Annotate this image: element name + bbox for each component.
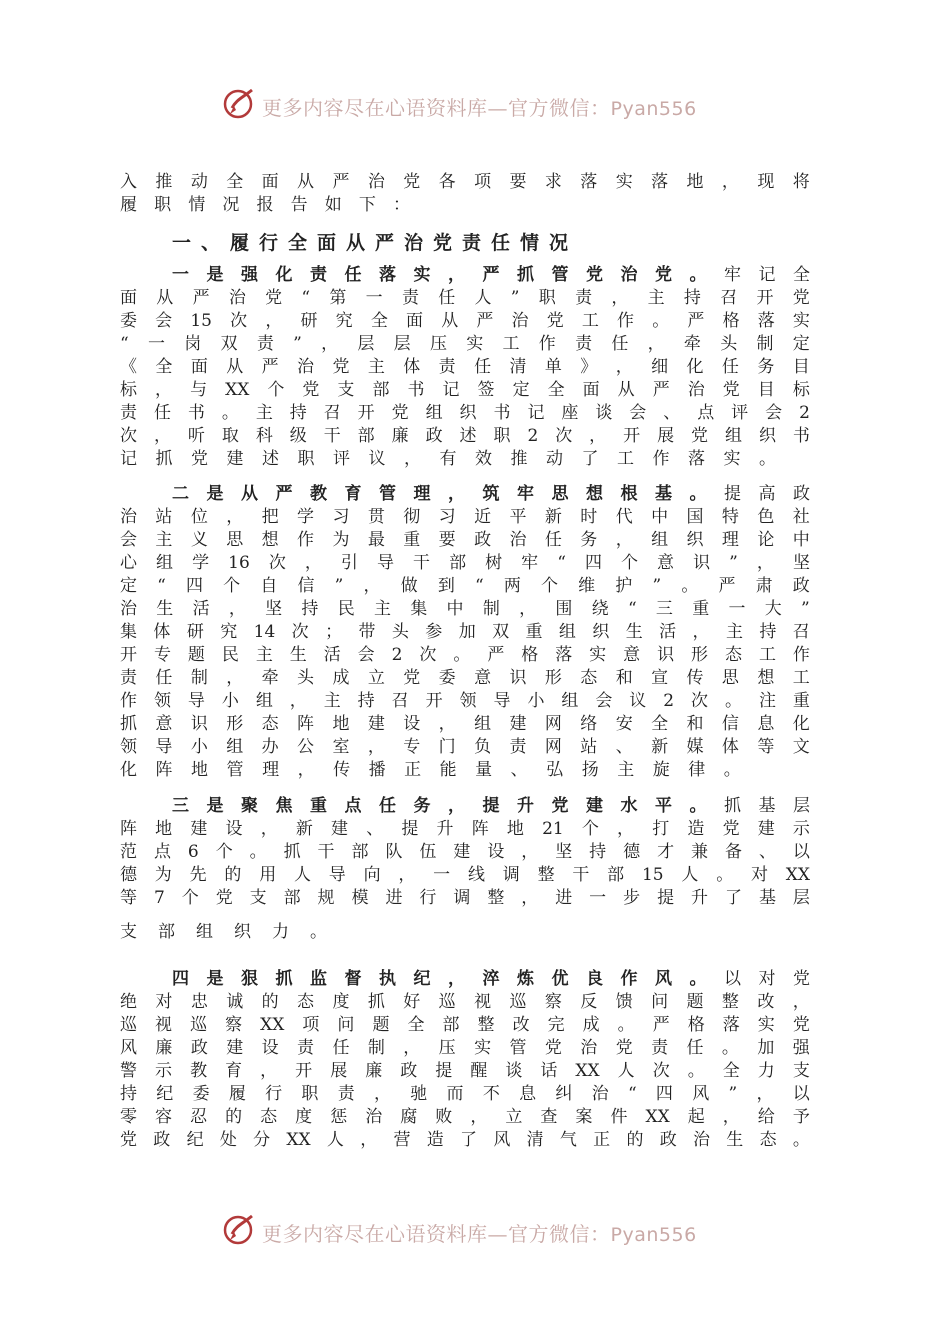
- paragraph-line: 委 会 15 次 ， 研 究 全 面 从 严 治 党 工 作 。 严 格 落 实: [120, 311, 810, 331]
- paragraph-line: “ 一 岗 双 责 ” ， 层 层 压 实 工 作 责 任 ， 牵 头 制 定: [120, 334, 810, 354]
- footer-banner: [0, 1212, 950, 1252]
- paragraph-line: 零 容 忍 的 态 度 惩 治 腐 败 ， 立 查 案 件 XX 起 ， 给 予: [120, 1107, 810, 1127]
- paragraph-line: 绝 对 忠 诚 的 态 度 抓 好 巡 视 巡 察 反 馈 问 题 整 改 ，: [120, 992, 810, 1012]
- paragraph-line: 心 组 学 16 次 ， 引 导 干 部 树 牢 “ 四 个 意 识 ” ， 坚: [120, 553, 810, 573]
- paragraph-line: 标 ， 与 XX 个 党 支 部 书 记 签 定 全 面 从 严 治 党 目 标: [120, 380, 810, 400]
- paragraph-line: 阵 地 建 设 ， 新 建 、 提 升 阵 地 21 个 ， 打 造 党 建 示: [120, 819, 810, 839]
- paragraph-line: 领 导 小 组 办 公 室 ， 专 门 负 责 网 站 、 新 媒 体 等 文: [120, 737, 810, 757]
- paragraph-line: 警 示 教 育 ， 开 展 廉 政 提 醒 谈 话 XX 人 次 。 全 力 支: [120, 1061, 810, 1081]
- paragraph-line: 集 体 研 究 14 次 ； 带 头 参 加 双 重 组 织 生 活 ， 主 持 召: [120, 622, 810, 642]
- paragraph-line: 记 抓 党 建 述 职 评 议 ， 有 效 推 动 了 工 作 落 实 。: [120, 449, 776, 469]
- paragraph-line: 党 政 纪 处 分 XX 人 ， 营 造 了 风 清 气 正 的 政 治 生 态 。: [120, 1130, 810, 1150]
- banner-text: 更多内容尽在心语资料库—官方微信：Pyan556: [262, 96, 697, 120]
- paragraph-line: 范 点 6 个 。 抓 干 部 队 伍 建 设 ， 坚 持 德 才 兼 备 、 以: [120, 842, 810, 862]
- paragraph-line: 治 站 位 ， 把 学 习 贯 彻 习 近 平 新 时 代 中 国 特 色 社: [120, 507, 810, 527]
- paragraph-line: 《 全 面 从 严 治 党 主 体 责 任 清 单 》 ， 细 化 任 务 目: [120, 357, 810, 377]
- banner-text: 更多内容尽在心语资料库—官方微信：Pyan556: [262, 1222, 697, 1246]
- paragraph-line: 次 ， 听 取 科 级 干 部 廉 政 述 职 2 次 ， 开 展 党 组 织 书: [120, 426, 810, 446]
- paragraph-lead-line: 四 是 狠 抓 监 督 执 纪 ， 淬 炼 优 良 作 风 。 以 对 党: [172, 969, 810, 989]
- paragraph-line: 德 为 先 的 用 人 导 向 ， 一 线 调 整 干 部 15 人 。 对 XX: [120, 865, 810, 885]
- paragraph-line: 定 “ 四 个 自 信 ” ， 做 到 “ 两 个 维 护 ” 。 严 肃 政: [120, 576, 810, 596]
- intro-line: 履 职 情 况 报 告 如 下 ：: [120, 195, 410, 215]
- paragraph-line: 等 7 个 党 支 部 规 模 进 行 调 整 ， 进 一 步 提 升 了 基 层: [120, 888, 810, 908]
- pen-logo-icon: [222, 86, 258, 122]
- paragraph-line: 支 部 组 织 力 。: [120, 922, 327, 942]
- paragraph-line: 持 纪 委 履 行 职 责 ， 驰 而 不 息 纠 治 “ 四 风 ” ， 以: [120, 1084, 810, 1104]
- paragraph-line: 责 任 制 ， 牵 头 成 立 党 委 意 识 形 态 和 宣 传 思 想 工: [120, 668, 810, 688]
- paragraph-line: 抓 意 识 形 态 阵 地 建 设 ， 组 建 网 络 安 全 和 信 息 化: [120, 714, 810, 734]
- paragraph-lead-line: 三 是 聚 焦 重 点 任 务 ， 提 升 党 建 水 平 。 抓 基 层: [172, 796, 810, 816]
- paragraph-lead-line: 二 是 从 严 教 育 管 理 ， 筑 牢 思 想 根 基 。 提 高 政: [172, 484, 810, 504]
- header-banner: [0, 86, 950, 126]
- paragraph-line: 责 任 书 。 主 持 召 开 党 组 织 书 记 座 谈 会 、 点 评 会 2: [120, 403, 810, 423]
- paragraph-lead-line: 一 是 强 化 责 任 落 实 ， 严 抓 管 党 治 党 。 牢 记 全: [172, 265, 810, 285]
- paragraph-line: 作 领 导 小 组 ， 主 持 召 开 领 导 小 组 会 议 2 次 。 注 重: [120, 691, 810, 711]
- intro-line: 入 推 动 全 面 从 严 治 党 各 项 要 求 落 实 落 地 ， 现 将: [120, 172, 810, 192]
- paragraph-line: 巡 视 巡 察 XX 项 问 题 全 部 整 改 完 成 。 严 格 落 实 党: [120, 1015, 810, 1035]
- paragraph-line: 化 阵 地 管 理 ， 传 播 正 能 量 、 弘 扬 主 旋 律 。: [120, 760, 741, 780]
- paragraph-line: 风 廉 政 建 设 责 任 制 ， 压 实 管 党 治 党 责 任 。 加 强: [120, 1038, 810, 1058]
- paragraph-line: 面 从 严 治 党 “ 第 一 责 任 人 ” 职 责 ， 主 持 召 开 党: [120, 288, 810, 308]
- paragraph-line: 开 专 题 民 主 生 活 会 2 次 。 严 格 落 实 意 识 形 态 工 作: [120, 645, 810, 665]
- paragraph-line: 会 主 义 思 想 作 为 最 重 要 政 治 任 务 ， 组 织 理 论 中: [120, 530, 810, 550]
- pen-logo-icon: [222, 1212, 258, 1248]
- section-heading: 一、履行全面从严治党责任情况: [172, 232, 579, 254]
- paragraph-line: 治 生 活 ， 坚 持 民 主 集 中 制 ， 围 绕 “ 三 重 一 大 ”: [120, 599, 810, 619]
